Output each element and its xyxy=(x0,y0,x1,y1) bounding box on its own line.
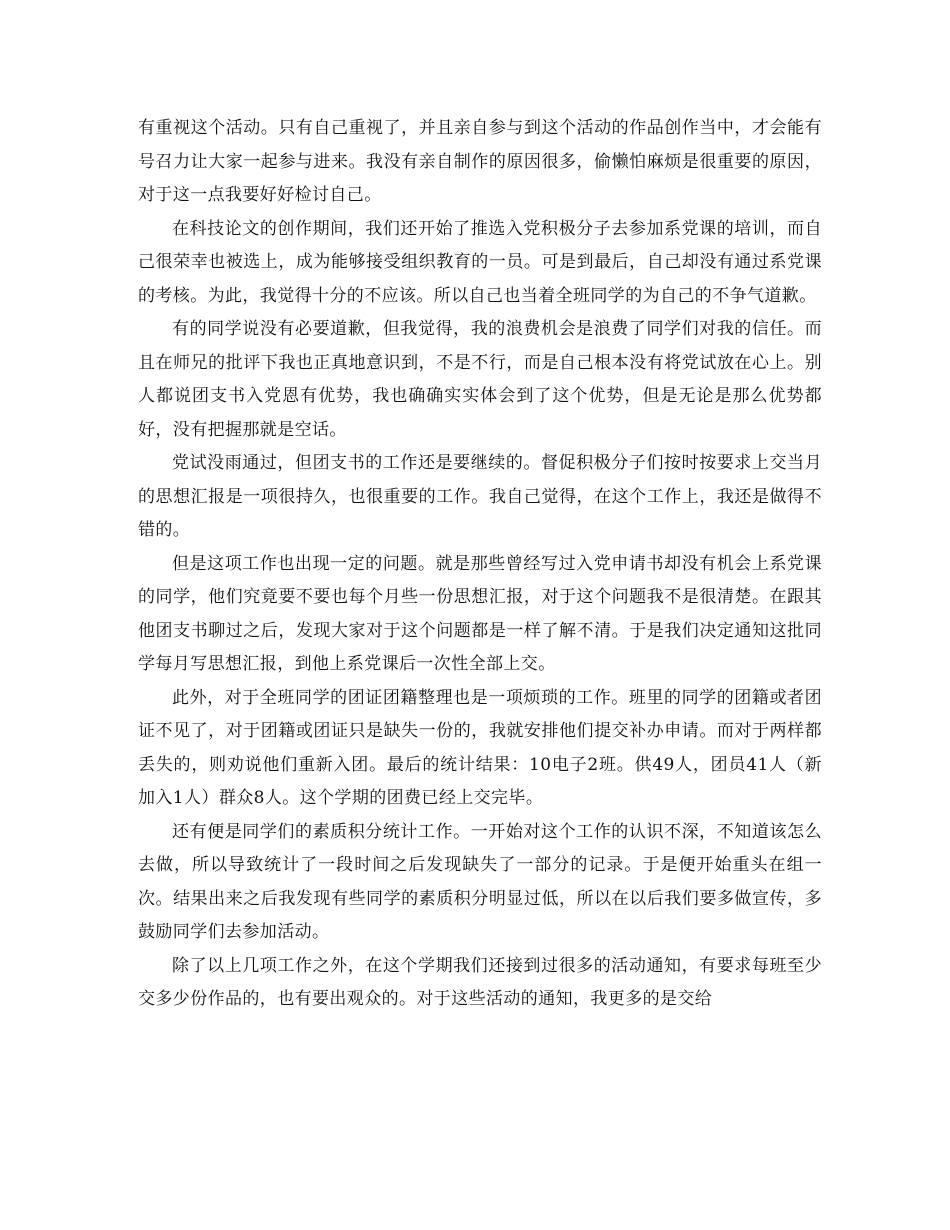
paragraph-activities: 除了以上几项工作之外，在这个学期我们还接到过很多的活动通知，有要求每班至少交多少份作品的，也有要出观众的。对于这些活动的通知，我更多的是交给 xyxy=(138,955,822,1009)
paragraph-party-course: 在科技论文的创作期间，我们还开始了推选入党积极分子去参加系党课的培训，而自己很荣幸也被选上，成为能够接受组织教育的一员。可是到最后，自己却没有通过系党课的考核。为此，我觉得十分的不应该。所以自己也当着全班同学的为自己的不争气道歉。 xyxy=(138,218,822,306)
paragraph-quality-points: 还有便是同学们的素质积分统计工作。一开始对这个工作的认识不深，不知道该怎么去做，所以导致统计了一段时间之后发现缺失了一部分的记录。于是便开始重头在组一次。结果出来之后我发现有些同学的素质积分明显过低，所以在以后我们要多做宣传，多鼓励同学们去参加活动。 xyxy=(138,821,822,942)
paragraph-continued: 有重视这个活动。只有自己重视了，并且亲自参与到这个活动的作品创作当中，才会能有号召力让大家一起参与进来。我没有亲自制作的原因很多，偷懒怕麻烦是很重要的原因，对于这一点我要好好检讨自己。 xyxy=(138,118,822,205)
paragraph-thought-report: 党试没雨通过，但团支书的工作还是要继续的。督促积极分子们按时按要求上交当月的思想汇报是一项很持久，也很重要的工作。我自己觉得，在这个工作上，我还是做得不错的。 xyxy=(138,453,822,540)
document-page xyxy=(138,112,822,1017)
paragraph-apology: 有的同学说没有必要道歉，但我觉得，我的浪费机会是浪费了同学们对我的信任。而且在师兄的批评下我也正真地意识到，不是不行，而是自己根本没有将党试放在心上。别人都说团支书入党恩有优势，我也确确实实体会到了这个优势，但是无论是那么优势都好，没有把握那就是空话。 xyxy=(138,319,822,440)
paragraph-league-records: 此外，对于全班同学的团证团籍整理也是一项烦琐的工作。班里的同学的团籍或者团证不见了，对于团籍或团证只是缺失一份的，我就安排他们提交补办申请。而对于两样都丢失的，则劝说他们重新入团。最后的统计结果：10电子2班。供49人，团员41人（新加入1人）群众8人。这个学期的团费已经上交完毕。 xyxy=(138,687,822,808)
paragraph-problem: 但是这项工作也出现一定的问题。就是那些曾经写过入党申请书却没有机会上系党课的同学，他们究竟要不要也每个月些一份思想汇报，对于这个问题我不是很清楚。在跟其他团支书聊过之后，发现大家对于这个问题都是一样了解不清。于是我们决定通知这批同学每月写思想汇报，到他上系党课后一次性全部上交。 xyxy=(138,553,822,674)
